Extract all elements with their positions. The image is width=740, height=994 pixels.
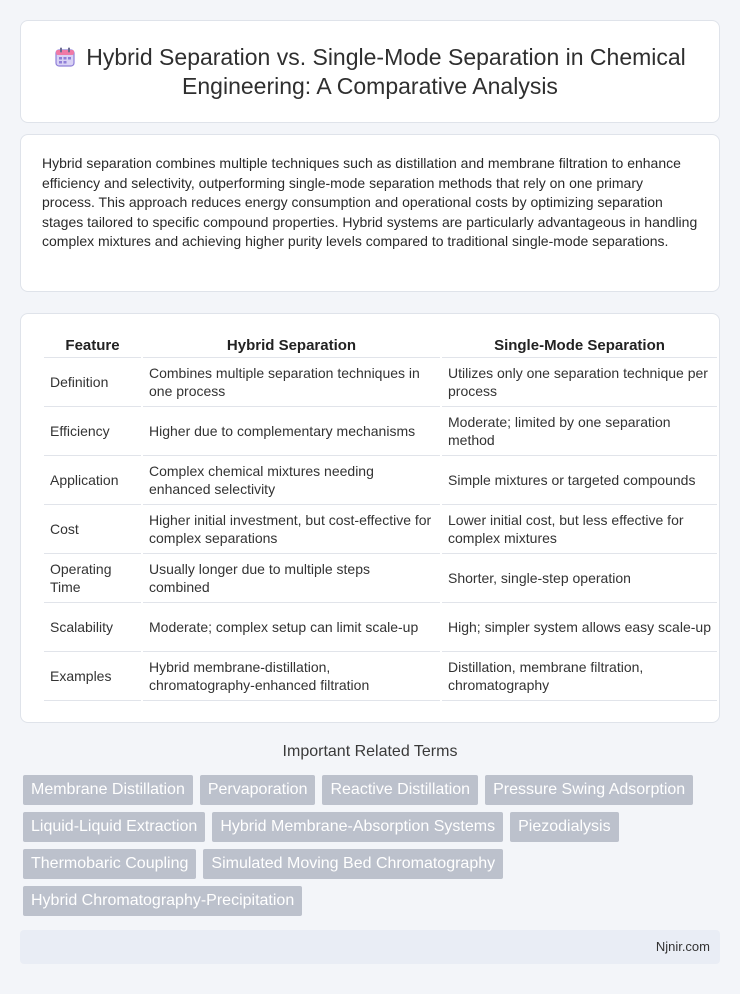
hybrid-cell: Higher initial investment, but cost-effective for complex separations xyxy=(143,505,440,554)
calendar-icon xyxy=(54,46,76,68)
table-row xyxy=(44,603,717,652)
feature-cell: Scalability xyxy=(44,603,141,652)
single-mode-cell: Shorter, single-step operation xyxy=(442,554,717,603)
hybrid-cell: Moderate; complex setup can limit scale-up xyxy=(143,603,440,652)
footer-site-link[interactable]: Njnir.com xyxy=(655,939,710,954)
single-mode-cell: Moderate; limited by one separation method xyxy=(442,407,717,456)
page-title: Hybrid Separation vs. Single-Mode Separation in Chemical Engineering: A Comparative Analysis xyxy=(86,44,686,99)
single-mode-cell: Utilizes only one separation technique per process xyxy=(442,358,717,407)
single-mode-cell: Simple mixtures or targeted compounds xyxy=(442,456,717,505)
feature-cell: Definition xyxy=(44,358,141,407)
feature-cell: Cost xyxy=(44,505,141,554)
table-row xyxy=(44,505,717,554)
single-mode-cell: Distillation, membrane filtration, chromatography xyxy=(442,652,717,701)
related-terms-list xyxy=(23,775,703,923)
comparison-table-card xyxy=(20,313,720,723)
term-tag[interactable]: Piezodialysis xyxy=(510,812,618,842)
single-mode-cell: Lower initial cost, but less effective for complex mixtures xyxy=(442,505,717,554)
hybrid-cell: Combines multiple separation techniques in one process xyxy=(143,358,440,407)
table-row xyxy=(44,456,717,505)
feature-cell: Efficiency xyxy=(44,407,141,456)
column-header-feature: Feature xyxy=(44,333,141,358)
feature-cell: Application xyxy=(44,456,141,505)
footer xyxy=(20,930,720,964)
table-row xyxy=(44,652,717,701)
hybrid-cell: Usually longer due to multiple steps combined xyxy=(143,554,440,603)
summary-card xyxy=(20,134,720,292)
hybrid-cell: Complex chemical mixtures needing enhanced selectivity xyxy=(143,456,440,505)
term-tag[interactable]: Hybrid Chromatography-Precipitation xyxy=(23,886,302,916)
comparison-table xyxy=(42,333,719,701)
hybrid-cell: Hybrid membrane-distillation, chromatography-enhanced filtration xyxy=(143,652,440,701)
term-tag[interactable]: Pressure Swing Adsorption xyxy=(485,775,693,805)
related-terms-title: Important Related Terms xyxy=(282,743,458,760)
feature-cell: Examples xyxy=(44,652,141,701)
term-tag[interactable]: Hybrid Membrane-Absorption Systems xyxy=(212,812,503,842)
column-header-single-mode: Single-Mode Separation xyxy=(442,333,717,358)
column-header-hybrid: Hybrid Separation xyxy=(143,333,440,358)
title-card xyxy=(20,20,720,123)
summary-text: Hybrid separation combines multiple techniques such as distillation and membrane filtration to enhance efficiency and selectivity, outperforming single-mode separation methods that rely on one primary process. This approach reduces energy consumption and operational costs by optimizing separation stages tailored to specific compound properties. Hybrid systems are particularly advantageous in handling complex mixtures and achieving higher purity levels compared to traditional single-mode separations. xyxy=(42,155,698,249)
table-row xyxy=(44,358,717,407)
table-row xyxy=(44,554,717,603)
table-header-row xyxy=(44,333,717,358)
page-title-block xyxy=(21,43,719,101)
term-tag[interactable]: Simulated Moving Bed Chromatography xyxy=(203,849,503,879)
term-tag[interactable]: Membrane Distillation xyxy=(23,775,193,805)
term-tag[interactable]: Reactive Distillation xyxy=(322,775,478,805)
single-mode-cell: High; simpler system allows easy scale-up xyxy=(442,603,717,652)
table-row xyxy=(44,407,717,456)
term-tag[interactable]: Pervaporation xyxy=(200,775,316,805)
hybrid-cell: Higher due to complementary mechanisms xyxy=(143,407,440,456)
term-tag[interactable]: Liquid-Liquid Extraction xyxy=(23,812,205,842)
feature-cell: Operating Time xyxy=(44,554,141,603)
term-tag[interactable]: Thermobaric Coupling xyxy=(23,849,196,879)
